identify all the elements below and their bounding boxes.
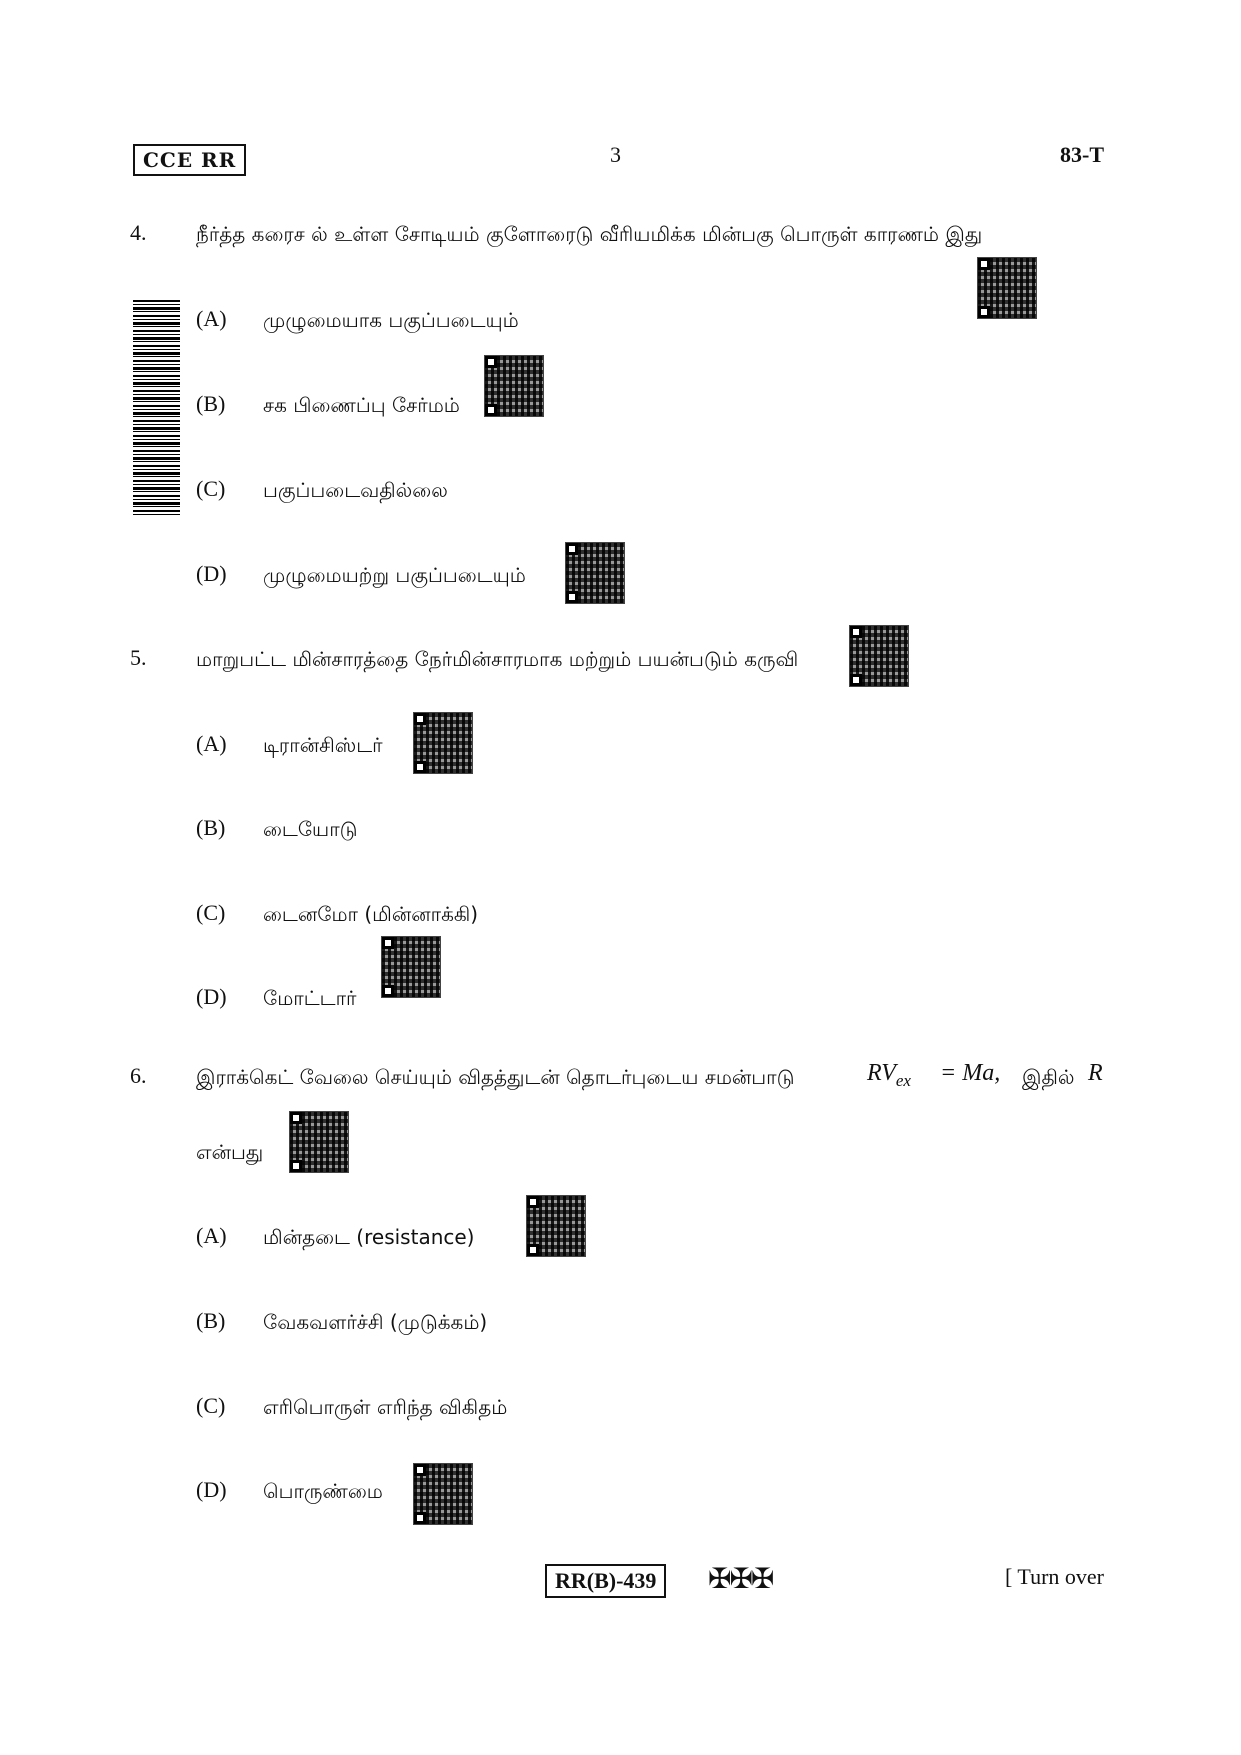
- question-5-number: 5.: [130, 645, 147, 670]
- turn-over-note: [ Turn over: [1004, 1564, 1104, 1589]
- qr-code-image: [527, 1196, 585, 1256]
- qr-code-image: [290, 1112, 348, 1172]
- paper-code: 83-T: [1060, 142, 1104, 167]
- header-code-box: CCE RR: [133, 144, 246, 176]
- q5-option-d-letter: (D): [196, 984, 227, 1009]
- qr-code-image: [414, 713, 472, 773]
- q6-option-d-text: பொருண்மை: [263, 1479, 383, 1503]
- q4-option-d-letter: (D): [196, 561, 227, 586]
- footer-code-box: RR(B)-439: [545, 1564, 666, 1598]
- q6-option-c-text: எரிபொருள் எரிந்த விகிதம்: [263, 1395, 508, 1419]
- page-number: 3: [610, 142, 621, 167]
- qr-code-image: [485, 356, 543, 416]
- q5-option-b-text: டையோடு: [263, 817, 358, 841]
- q4-option-c-text: பகுப்படைவதில்லை: [263, 478, 448, 502]
- q5-option-a-text: டிரான்சிஸ்டர்: [263, 733, 383, 757]
- question-6-text-line1: இராக்கெட் வேலை செய்யும் விதத்துடன் தொடர்புடைய சமன்பாடு: [196, 1065, 795, 1089]
- q4-option-b-letter: (B): [196, 391, 226, 416]
- qr-code-image: [566, 543, 624, 603]
- q6-option-b-text: வேகவளர்ச்சி (முடுக்கம்): [263, 1310, 488, 1334]
- q5-option-d-text: மோட்டார்: [263, 986, 357, 1010]
- equation-lhs: $RV_{ex}$: [867, 1060, 911, 1090]
- question-6-number: 6.: [130, 1063, 147, 1088]
- q5-option-a-letter: (A): [196, 731, 227, 756]
- q4-option-a-text: முழுமையாக பகுப்படையும்: [263, 308, 519, 332]
- question-6-text-line2: என்பது: [196, 1140, 264, 1164]
- q4-option-d-text: முழுமையற்று பகுப்படையும்: [263, 563, 526, 587]
- q5-option-c-letter: (C): [196, 900, 226, 925]
- equation-rhs: = Ma,: [940, 1060, 1001, 1086]
- q6-option-d-letter: (D): [196, 1477, 227, 1502]
- question-5-text: மாறுபட்ட மின்சாரத்தை நேர்மின்சாரமாக மற்றும் பயன்படும் கருவி: [196, 647, 799, 671]
- q6-option-b-letter: (B): [196, 1308, 226, 1333]
- q5-option-c-text: டைனமோ (மின்னாக்கி): [263, 902, 479, 926]
- q6-option-a-letter: (A): [196, 1223, 227, 1248]
- qr-code-image: [414, 1464, 472, 1524]
- q6-option-c-letter: (C): [196, 1393, 226, 1418]
- question-6-text-after-equation: இதில்: [1022, 1065, 1075, 1089]
- question-4-text: நீர்த்த கரைச ல் உள்ள சோடியம் குளோரைடு வீரியமிக்க மின்பகு பொருள் காரணம் இது: [196, 222, 983, 246]
- qr-code-image: [850, 626, 908, 686]
- footer-ornament: ✠✠✠: [708, 1562, 773, 1595]
- qr-code-image: [978, 258, 1036, 318]
- question-4-number: 4.: [130, 220, 147, 245]
- q5-option-b-letter: (B): [196, 815, 226, 840]
- q4-option-c-letter: (C): [196, 476, 226, 501]
- q4-option-b-text: சக பிணைப்பு சேர்மம்: [263, 393, 460, 417]
- q4-option-a-letter: (A): [196, 306, 227, 331]
- barcode-image: [133, 300, 180, 516]
- q6-option-a-text: மின்தடை (resistance): [263, 1225, 475, 1249]
- qr-code-image: [382, 937, 440, 997]
- equation-variable: R: [1088, 1060, 1103, 1086]
